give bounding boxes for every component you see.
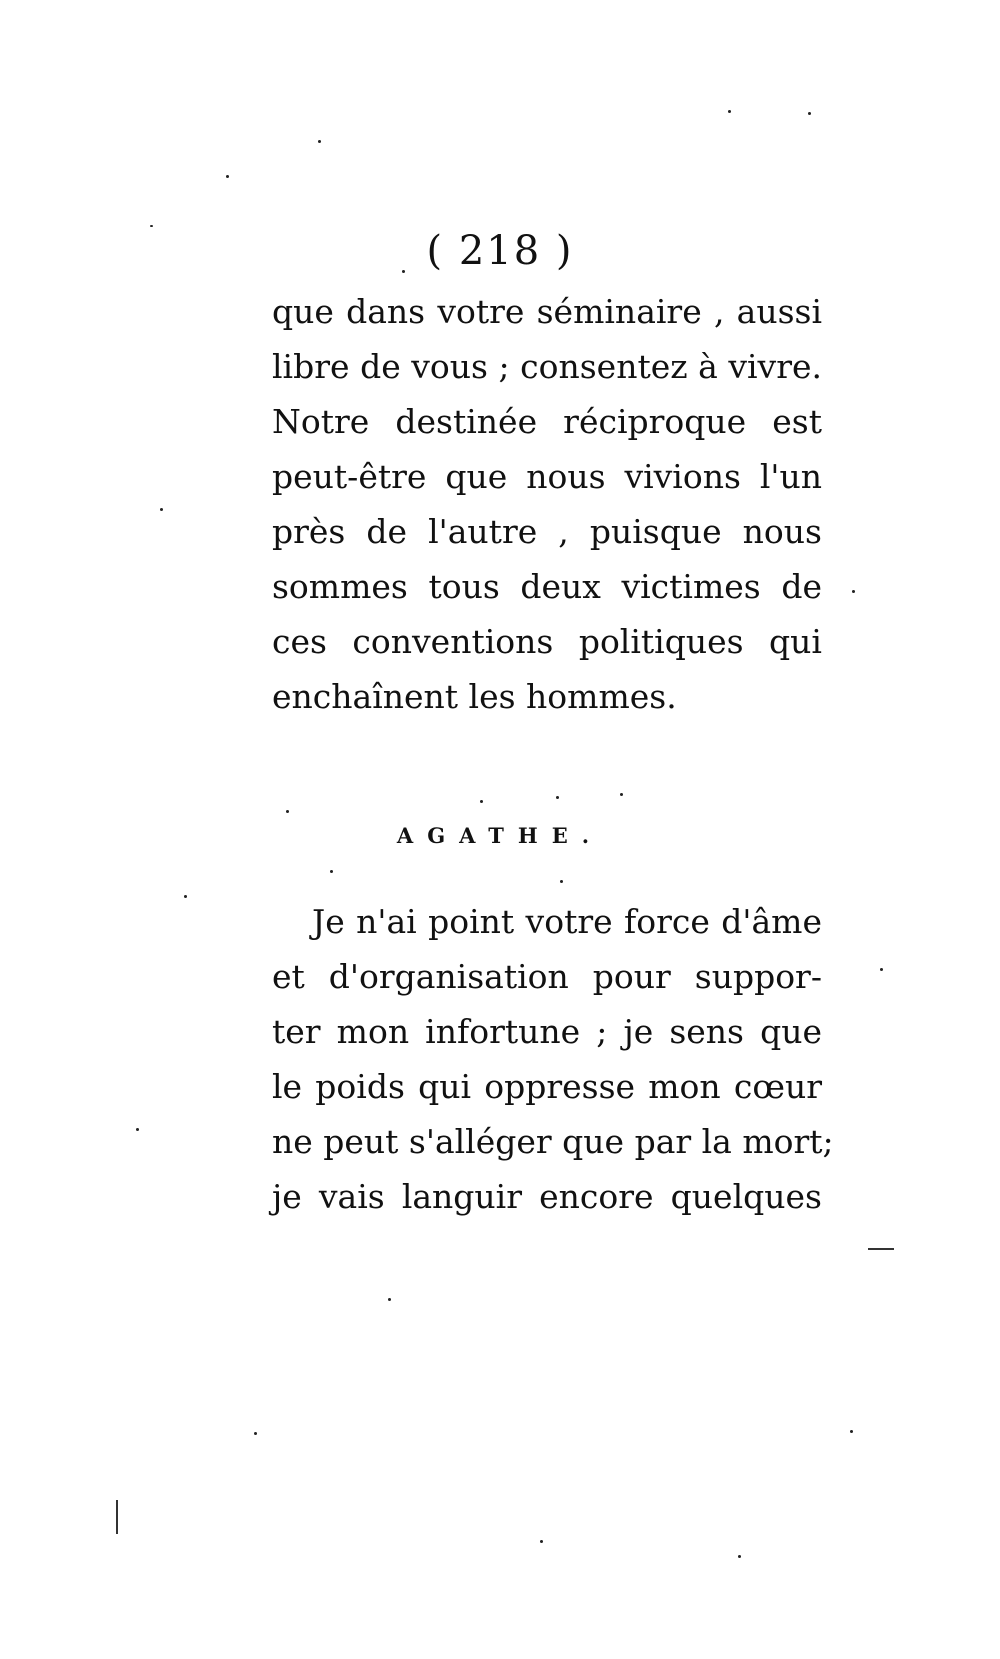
- text-line: Je n'ai point votre force d'âme: [312, 902, 822, 941]
- scan-speck: [388, 1298, 391, 1301]
- text-line: enchaînent les hommes.: [272, 677, 677, 716]
- text-line: que dans votre séminaire , aussi: [272, 292, 822, 331]
- text-line: je vais languir encore quelques: [272, 1177, 822, 1216]
- scan-speck: [728, 110, 731, 113]
- scan-speck: [480, 800, 483, 803]
- scan-speck: [150, 225, 153, 227]
- text-line: Notre destinée réciproque est: [272, 402, 822, 441]
- text-line: près de l'autre , puisque nous: [272, 512, 822, 551]
- scan-speck: [808, 112, 811, 115]
- scan-speck: [402, 270, 405, 273]
- scan-speck: [852, 590, 855, 593]
- scan-speck: [850, 1430, 853, 1433]
- scan-speck: [286, 810, 289, 813]
- scan-mark: [868, 1248, 894, 1250]
- text-line: peut-être que nous vivions l'un: [272, 457, 822, 496]
- scan-speck: [226, 175, 229, 178]
- scan-speck: [136, 1128, 139, 1131]
- speaker-heading: AGATHE.: [396, 823, 604, 848]
- text-line: et d'organisation pour suppor-: [272, 957, 822, 996]
- scan-mark: [116, 1500, 118, 1534]
- scan-speck: [620, 793, 623, 796]
- scan-speck: [330, 870, 333, 873]
- scan-speck: [540, 1540, 543, 1543]
- scan-speck: [560, 880, 563, 883]
- scan-speck: [318, 140, 321, 143]
- scan-speck: [880, 968, 883, 971]
- scan-speck: [184, 895, 187, 898]
- scan-speck: [160, 508, 163, 511]
- scan-speck: [254, 1432, 257, 1435]
- text-line: libre de vous ; consentez à vivre.: [272, 347, 822, 386]
- text-line: le poids qui oppresse mon cœur: [272, 1067, 822, 1106]
- scan-speck: [738, 1555, 741, 1558]
- text-line: ne peut s'alléger que par la mort;: [272, 1122, 834, 1161]
- text-line: ter mon infortune ; je sens que: [272, 1012, 822, 1051]
- text-line: ces conventions politiques qui: [272, 622, 822, 661]
- page-number: ( 218 ): [426, 228, 574, 274]
- text-line: sommes tous deux victimes de: [272, 567, 822, 606]
- scan-speck: [556, 796, 559, 799]
